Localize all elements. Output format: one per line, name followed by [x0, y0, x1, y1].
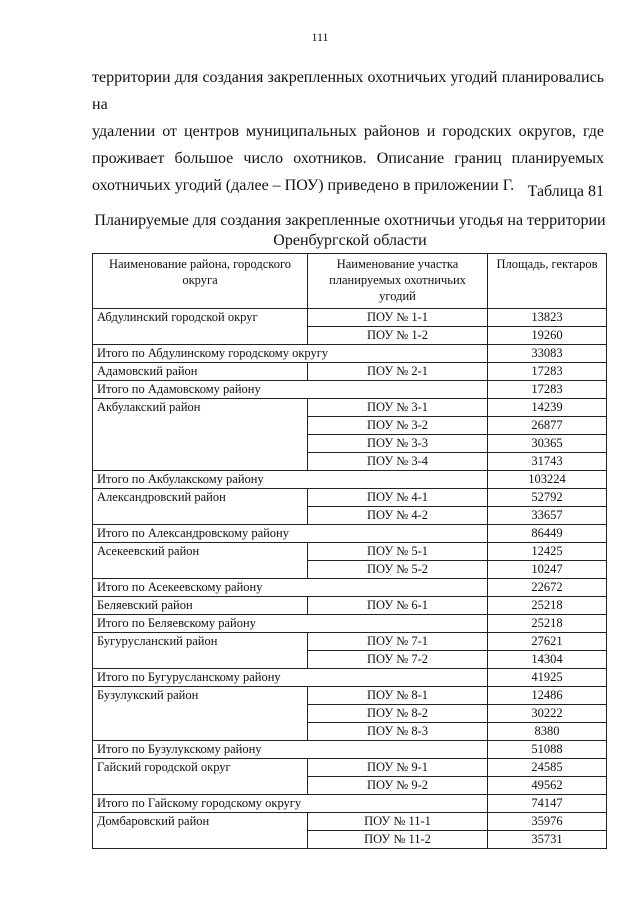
plot-name-cell: ПОУ № 3-4 [308, 453, 488, 471]
table-row [93, 759, 607, 777]
total-row [93, 741, 607, 759]
plot-name-cell: ПОУ № 6-1 [308, 597, 488, 615]
plot-area-cell: 17283 [488, 363, 607, 381]
plot-name-cell: ПОУ № 4-2 [308, 507, 488, 525]
total-area-cell: 25218 [488, 615, 607, 633]
plot-name-cell: ПОУ № 8-2 [308, 705, 488, 723]
total-label-cell: Итого по Абдулинскому городскому округу [93, 345, 488, 363]
total-row [93, 345, 607, 363]
header-plot: Наименование участка планируемых охотничьих угодий [308, 254, 488, 309]
table-row [93, 309, 607, 327]
table-label: Таблица 81 [527, 183, 604, 200]
plot-area-cell: 14239 [488, 399, 607, 417]
total-row [93, 669, 607, 687]
plot-area-cell: 33657 [488, 507, 607, 525]
district-name-cell: Акбулакский район [93, 399, 308, 471]
district-name-cell: Александровский район [93, 489, 308, 525]
total-label-cell: Итого по Асекеевскому району [93, 579, 488, 597]
table-row [93, 399, 607, 417]
paragraph-line: охотничьих угодий (далее – ПОУ) приведено в приложении Г. [92, 177, 515, 194]
total-label-cell: Итого по Бузулукскому району [93, 741, 488, 759]
paragraph-line: удалении от центров муниципальных районов и городских округов, где [92, 123, 604, 140]
total-row [93, 795, 607, 813]
district-name-cell: Адамовский район [93, 363, 308, 381]
plot-name-cell: ПОУ № 9-1 [308, 759, 488, 777]
total-area-cell: 103224 [488, 471, 607, 489]
plot-name-cell: ПОУ № 1-2 [308, 327, 488, 345]
plot-area-cell: 13823 [488, 309, 607, 327]
total-row [93, 579, 607, 597]
district-name-cell: Бузулукский район [93, 687, 308, 741]
total-area-cell: 74147 [488, 795, 607, 813]
table-row [93, 687, 607, 705]
district-name-cell: Асекеевский район [93, 543, 308, 579]
plot-area-cell: 26877 [488, 417, 607, 435]
plot-area-cell: 12425 [488, 543, 607, 561]
plot-area-cell: 35976 [488, 813, 607, 831]
plot-area-cell: 8380 [488, 723, 607, 741]
plot-area-cell: 35731 [488, 831, 607, 849]
total-area-cell: 33083 [488, 345, 607, 363]
total-area-cell: 51088 [488, 741, 607, 759]
plot-name-cell: ПОУ № 5-1 [308, 543, 488, 561]
table-row [93, 489, 607, 507]
plot-name-cell: ПОУ № 3-2 [308, 417, 488, 435]
body-paragraph [92, 64, 604, 199]
plot-name-cell: ПОУ № 1-1 [308, 309, 488, 327]
plot-area-cell: 27621 [488, 633, 607, 651]
plot-name-cell: ПОУ № 4-1 [308, 489, 488, 507]
plot-name-cell: ПОУ № 9-2 [308, 777, 488, 795]
district-name-cell: Гайский городской округ [93, 759, 308, 795]
paragraph-line: территории для создания закрепленных охотничьих угодий планировались на [92, 69, 604, 113]
district-name-cell: Беляевский район [93, 597, 308, 615]
plot-area-cell: 19260 [488, 327, 607, 345]
table-row [93, 813, 607, 831]
district-name-cell: Домбаровский район [93, 813, 308, 849]
plot-area-cell: 52792 [488, 489, 607, 507]
table-header-row [93, 254, 607, 309]
total-area-cell: 22672 [488, 579, 607, 597]
total-label-cell: Итого по Александровскому району [93, 525, 488, 543]
plot-area-cell: 49562 [488, 777, 607, 795]
plot-name-cell: ПОУ № 7-2 [308, 651, 488, 669]
district-name-cell: Бугурусланский район [93, 633, 308, 669]
plot-area-cell: 30222 [488, 705, 607, 723]
hunting-grounds-table [92, 253, 607, 849]
table-row [93, 363, 607, 381]
plot-area-cell: 14304 [488, 651, 607, 669]
table-row [93, 543, 607, 561]
plot-name-cell: ПОУ № 8-3 [308, 723, 488, 741]
total-label-cell: Итого по Гайскому городскому округу [93, 795, 488, 813]
total-label-cell: Итого по Беляевскому району [93, 615, 488, 633]
total-row [93, 525, 607, 543]
total-area-cell: 86449 [488, 525, 607, 543]
district-name-cell: Абдулинский городской округ [93, 309, 308, 345]
plot-area-cell: 10247 [488, 561, 607, 579]
plot-area-cell: 25218 [488, 597, 607, 615]
table-title: Планируемые для создания закрепленные охотничьи угодья на территории Оренбургской области [94, 212, 606, 249]
total-row [93, 615, 607, 633]
page-number: 111 [311, 30, 329, 44]
total-row [93, 471, 607, 489]
plot-name-cell: ПОУ № 3-3 [308, 435, 488, 453]
total-area-cell: 17283 [488, 381, 607, 399]
header-area: Площадь, гектаров [488, 254, 607, 309]
plot-area-cell: 24585 [488, 759, 607, 777]
plot-area-cell: 30365 [488, 435, 607, 453]
plot-name-cell: ПОУ № 7-1 [308, 633, 488, 651]
total-label-cell: Итого по Адамовскому району [93, 381, 488, 399]
plot-area-cell: 31743 [488, 453, 607, 471]
plot-name-cell: ПОУ № 11-1 [308, 813, 488, 831]
table-row [93, 633, 607, 651]
plot-name-cell: ПОУ № 11-2 [308, 831, 488, 849]
plot-name-cell: ПОУ № 3-1 [308, 399, 488, 417]
plot-name-cell: ПОУ № 2-1 [308, 363, 488, 381]
header-district: Наименование района, городского округа [93, 254, 308, 309]
total-label-cell: Итого по Бугурусланскому району [93, 669, 488, 687]
plot-name-cell: ПОУ № 5-2 [308, 561, 488, 579]
paragraph-line: проживает большое число охотников. Описание границ планируемых [92, 150, 604, 167]
total-label-cell: Итого по Акбулакскому району [93, 471, 488, 489]
plot-name-cell: ПОУ № 8-1 [308, 687, 488, 705]
table-body [93, 309, 607, 849]
table-row [93, 597, 607, 615]
total-row [93, 381, 607, 399]
total-area-cell: 41925 [488, 669, 607, 687]
plot-area-cell: 12486 [488, 687, 607, 705]
